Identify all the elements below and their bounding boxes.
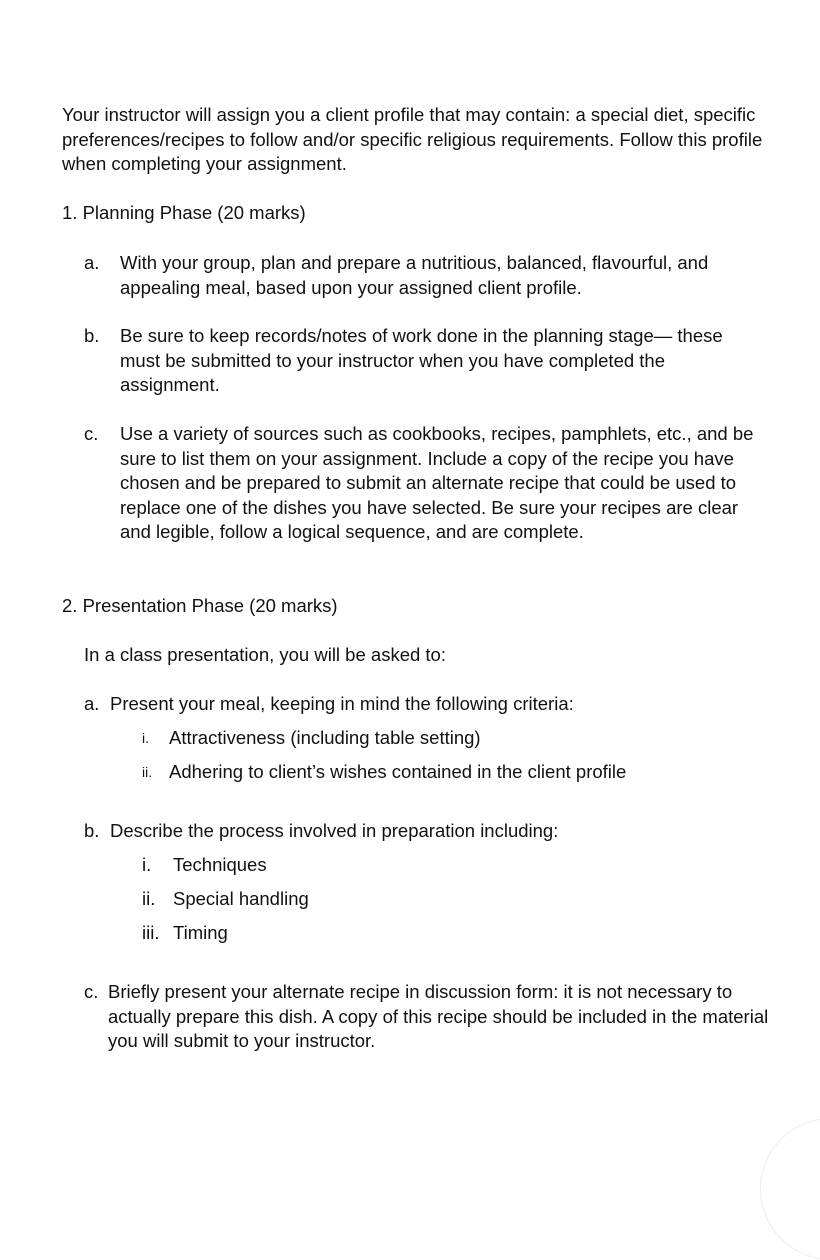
presentation-phase-heading: 2. Presentation Phase (20 marks): [62, 595, 338, 616]
sub-marker: ii.: [142, 888, 156, 909]
presentation-item-a: [84, 692, 744, 717]
item-marker: c.: [84, 423, 99, 444]
sub-text: Special handling: [173, 888, 309, 909]
item-marker: b.: [84, 820, 100, 841]
item-marker: a.: [84, 252, 100, 273]
sub-marker: ii.: [142, 764, 153, 780]
corner-decoration: [760, 1118, 820, 1260]
presentation-lead: In a class presentation, you will be asked to:: [84, 644, 446, 665]
item-text: Briefly present your alternate recipe in discussion form: it is not necessary to actually prepare this dish. A copy of this recipe should be included in the material you will submit to your instructor.: [108, 981, 769, 1051]
presentation-item-b-sub-ii: [142, 887, 542, 912]
planning-item-c: [84, 422, 768, 545]
item-text: Present your meal, keeping in mind the following criteria:: [110, 693, 574, 714]
sub-text: Attractiveness (including table setting): [169, 727, 481, 748]
planning-item-b: [84, 324, 764, 398]
sub-marker: i.: [142, 854, 152, 875]
intro-paragraph: Your instructor will assign you a client profile that may contain: a special diet, specific preferences/recipes to follow and/or specific religious requirements. Follow this profile when completing your assignment.: [62, 104, 763, 174]
planning-phase-heading: 1. Planning Phase (20 marks): [62, 202, 306, 223]
sub-text: Adhering to client’s wishes contained in the client profile: [169, 761, 627, 782]
planning-item-a: [84, 251, 744, 300]
sub-text: Timing: [173, 922, 228, 943]
sub-marker: i.: [142, 730, 149, 746]
item-text: Describe the process involved in preparation including:: [110, 820, 559, 841]
item-marker: c.: [84, 981, 99, 1002]
presentation-item-a-sub-ii: [142, 760, 702, 785]
item-text: With your group, plan and prepare a nutritious, balanced, flavourful, and appealing meal, based upon your assigned client profile.: [120, 252, 709, 298]
item-marker: a.: [84, 693, 100, 714]
presentation-item-b-sub-iii: [142, 921, 542, 946]
item-text: Be sure to keep records/notes of work done in the planning stage— these must be submitted to your instructor when you have completed the assignment.: [120, 325, 723, 395]
sub-marker: iii.: [142, 922, 160, 943]
item-text: Use a variety of sources such as cookbooks, recipes, pamphlets, etc., and be sure to list them on your assignment. Include a copy of the recipe you have chosen and be prepared to submit an alternate recipe that could be used to replace one of the dishes you have selected. Be sure your recipes are clear and legible, follow a logical sequence, and are complete.: [120, 423, 754, 542]
presentation-item-c: [84, 980, 774, 1054]
item-marker: b.: [84, 325, 100, 346]
sub-text: Techniques: [173, 854, 267, 875]
presentation-item-b-sub-i: [142, 853, 542, 878]
presentation-item-b: [84, 819, 744, 844]
presentation-item-a-sub-i: [142, 726, 702, 751]
